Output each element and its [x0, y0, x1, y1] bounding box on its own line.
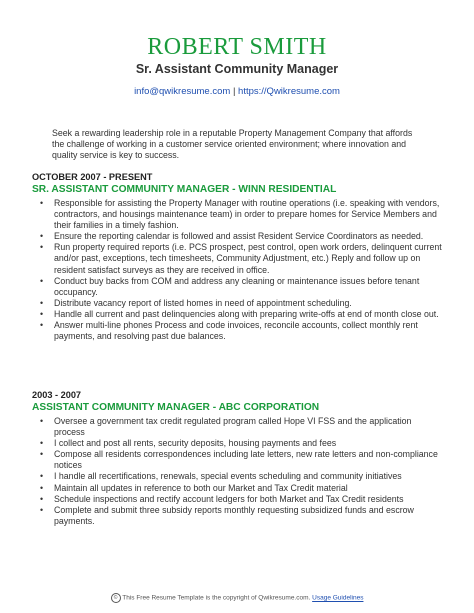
summary-paragraph: Seek a rewarding leadership role in a reputable Property Management Company that affords the challenge of working in a customer service oriented environment; where innovation and quality service is key to success. [52, 128, 413, 160]
bullet-item: • Run property required reports (i.e. PCS prospect, pest control, open work orders, delinquent current and/or past, exceptions, tech timesheets, Community Adjustment, etc.) Reply and follow up on resident satisfact surveys as they are received in office. [40, 242, 442, 275]
candidate-name: ROBERT SMITH [147, 34, 327, 60]
experience-role: ASSISTANT COMMUNITY MANAGER - ABC CORPORATION [32, 402, 320, 413]
bullet-item: • I collect and post all rents, security deposits, housing payments and fees [40, 438, 337, 449]
experience-dates: 2003 - 2007 [32, 390, 82, 400]
bullet-item: • Conduct buy backs from COM and address any cleaning or maintenance issues before tenant occupancy. [40, 275, 420, 297]
contact-line [0, 86, 474, 97]
footer-copyright-text: This Free Resume Template is the copyright of Qwikresume.com. [122, 594, 311, 602]
bullet-item: • Oversee a government tax credit regulated program called Hope VI FSS and the application process [40, 416, 412, 438]
experience-entry [32, 390, 444, 527]
bullet-icon: • [40, 308, 44, 319]
bullet-icon: • [40, 482, 44, 493]
bullet-item: • Maintain all updates in reference to both our Market and Tax Credit material [40, 482, 348, 493]
email-link[interactable]: info@qwikresume.com [134, 86, 231, 97]
bullet-icon: • [40, 471, 44, 482]
bullet-item: • Distribute vacancy report of listed homes in need of appointment scheduling. [40, 297, 352, 308]
bullet-icon: • [40, 438, 44, 449]
experience-entry [32, 172, 444, 342]
bullet-item: • Answer multi-line phones Process and code invoices, reconcile accounts, collect monthly rent payments, and resolving past due balances. [40, 320, 418, 342]
bullet-item: • Responsible for assisting the Property Manager with routine operations (i.e. speaking with vendors, contractors, and housings maintenance team) in order to prepare homes for Service Members and their families in a timely fashion. [40, 198, 440, 231]
experience-dates: OCTOBER 2007 - PRESENT [32, 172, 153, 182]
experience-bullets [32, 198, 444, 342]
website-link[interactable]: https://Qwikresume.com [238, 86, 340, 97]
bullet-icon: • [40, 297, 44, 308]
bullet-icon: • [40, 504, 44, 515]
bullet-item: • I handle all recertifications, renewals, special events scheduling and community initiatives [40, 471, 402, 482]
footer [0, 593, 474, 603]
bullet-item: • Compose all residents correspondences including late letters, new rate letters and non-compliance notices [40, 449, 438, 471]
experience-bullets [32, 416, 444, 527]
job-title: Sr. Assistant Community Manager [135, 62, 339, 76]
bullet-icon: • [40, 320, 44, 331]
experience-role: SR. ASSISTANT COMMUNITY MANAGER - WINN RESIDENTIAL [32, 184, 337, 195]
bullet-item: • Complete and submit three subsidy reports monthly requesting subsidized funds and escrow payments. [40, 504, 414, 526]
bullet-icon: • [40, 493, 44, 504]
bullet-icon: • [40, 449, 44, 460]
bullet-icon: • [40, 242, 44, 253]
bullet-icon: • [40, 198, 44, 208]
bullet-icon: • [40, 416, 44, 426]
contact-separator: | [232, 86, 236, 97]
usage-guidelines-link[interactable]: Usage Guidelines [312, 594, 364, 602]
bullet-icon: • [40, 231, 44, 242]
bullet-item: • Schedule inspections and rectify account ledgers for both Market and Tax Credit residents [40, 493, 404, 504]
copyright-icon: © [111, 593, 121, 603]
bullet-item: • Ensure the reporting calendar is followed and assist Resident Service Coordinators as needed. [40, 231, 424, 242]
bullet-icon: • [40, 275, 44, 286]
bullet-item: • Handle all current and past delinquencies along with preparing write-offs at end of month close out. [40, 308, 439, 319]
